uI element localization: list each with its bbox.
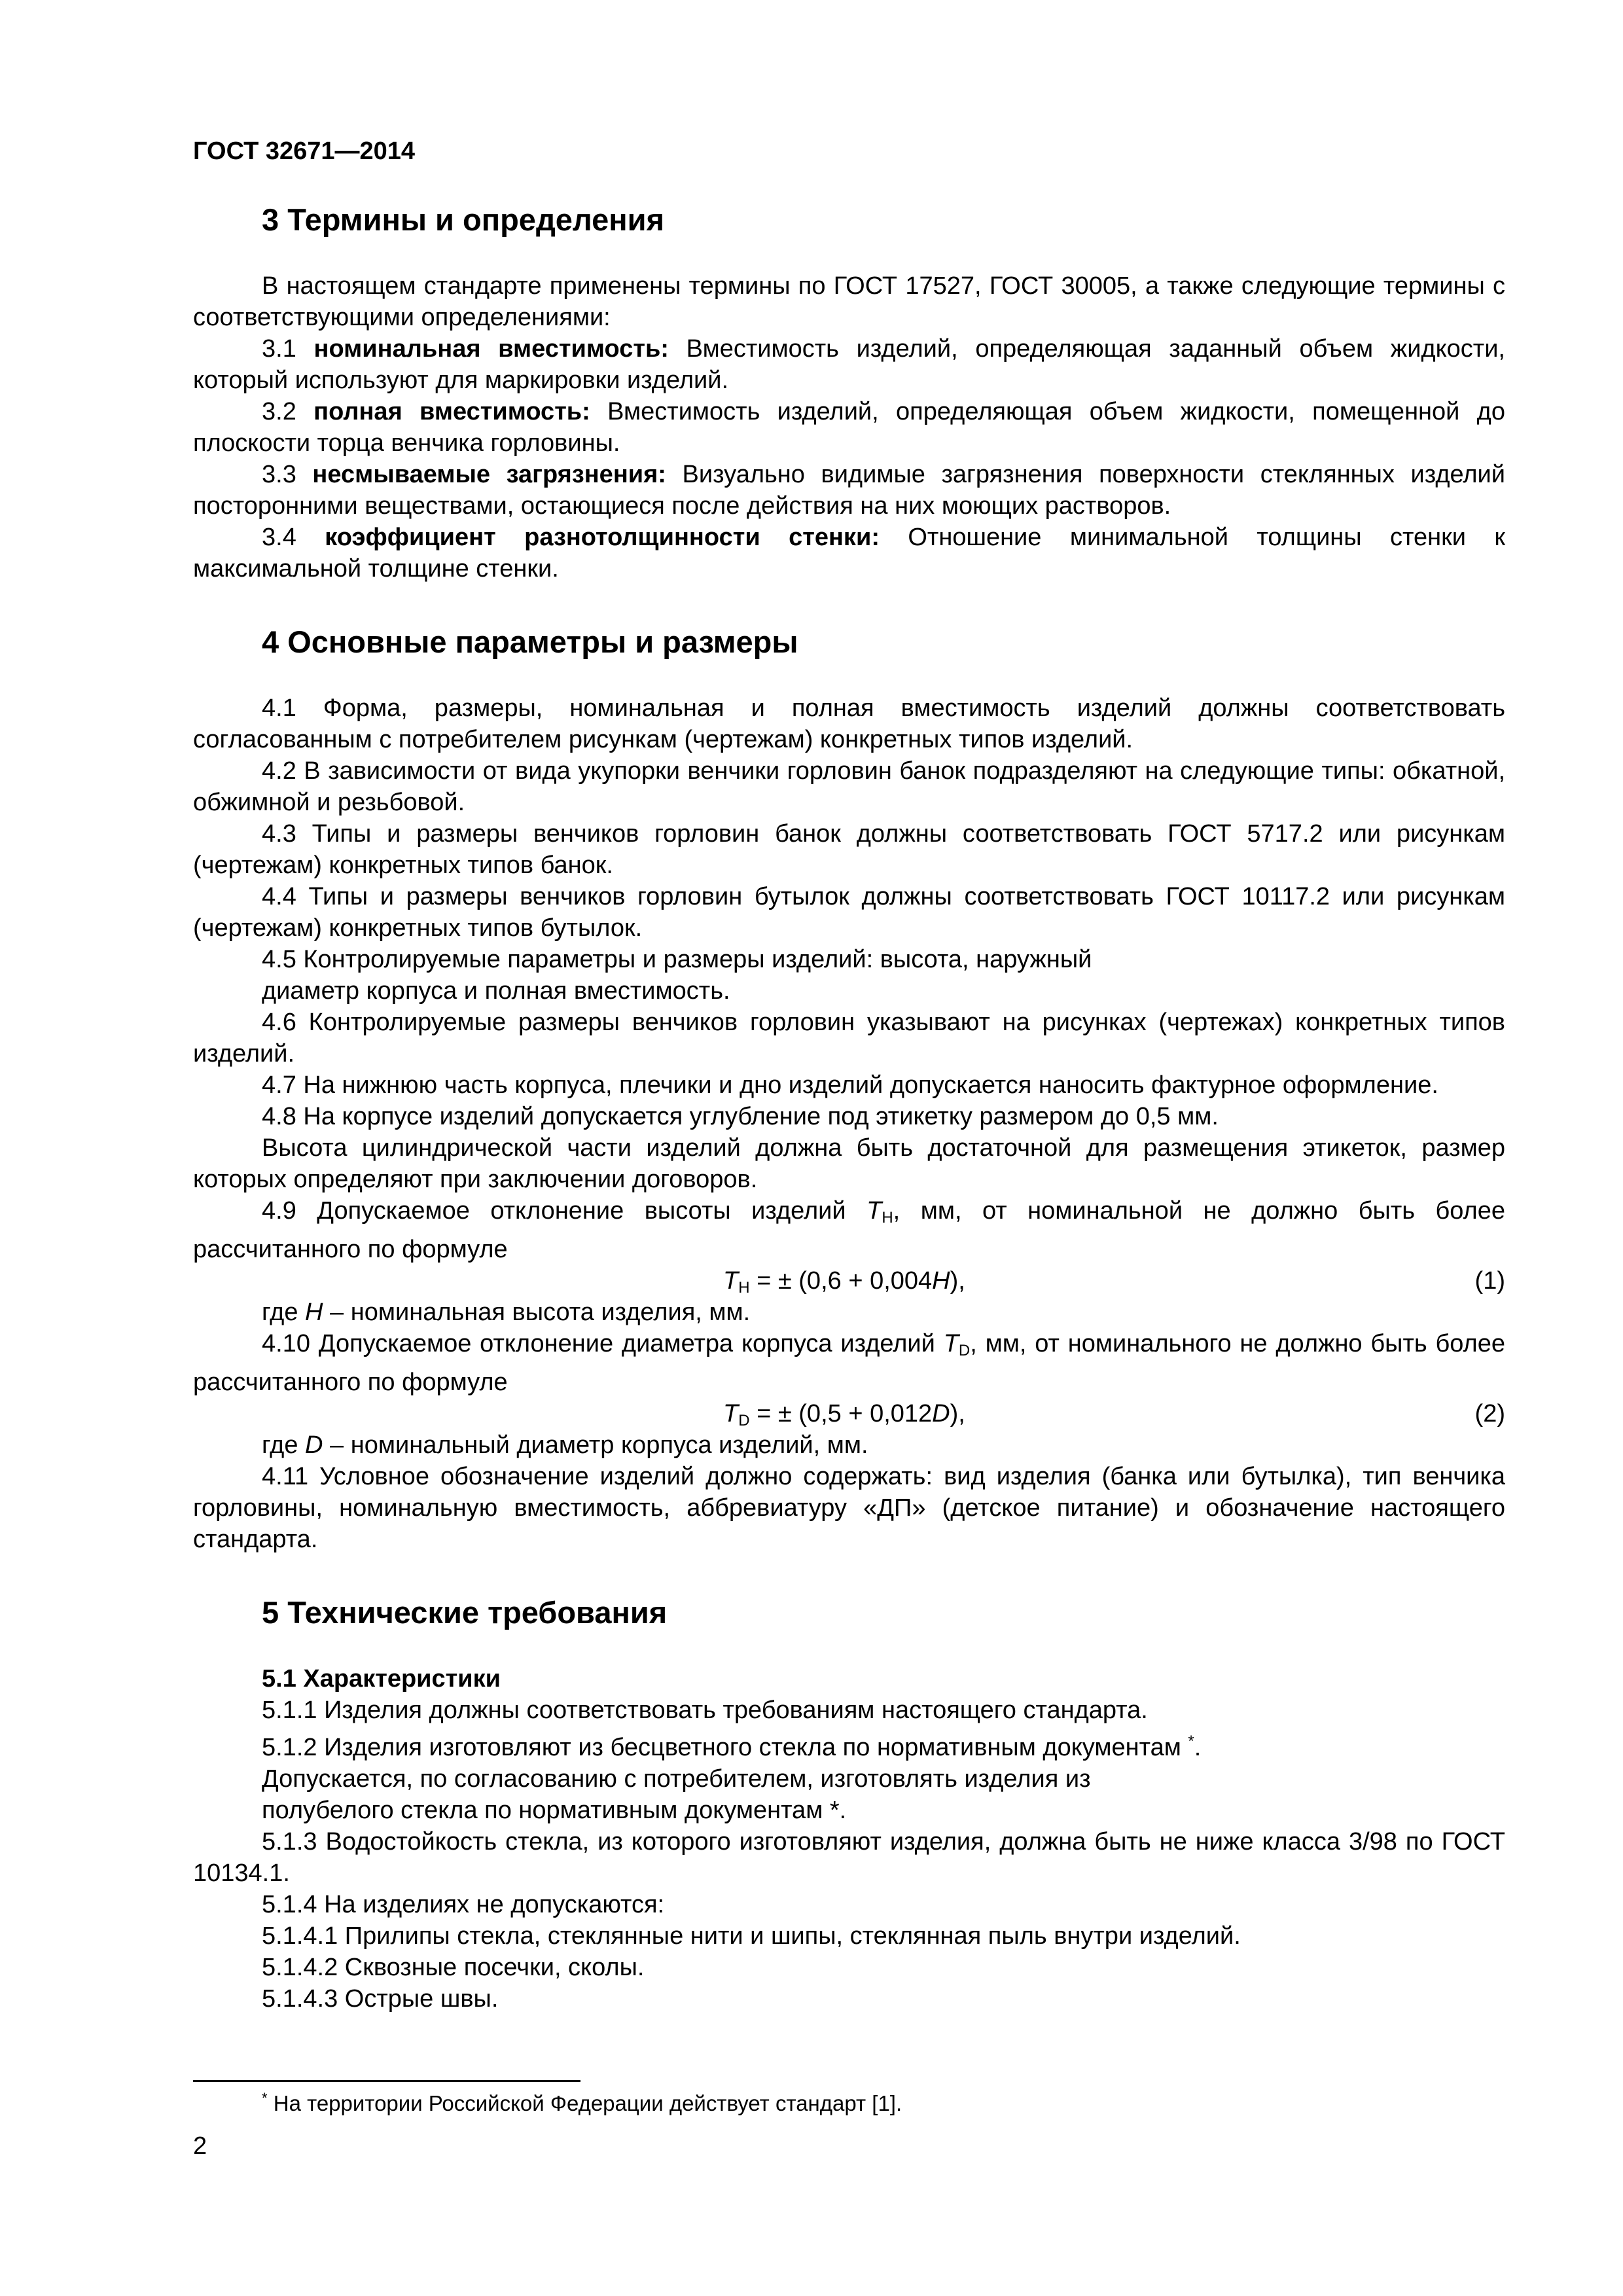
formula-1-expression: $T_H$ = ± (0,6 + 0,004H), (723, 1267, 965, 1297)
paragraph-4-10: 4.10 Допускаемое отклонение диаметра корпуса изделий $T_D$, мм, от номинального не должно быть более рассчитанного по формуле (193, 1330, 1505, 1396)
document-code: ГОСТ 32671—2014 (193, 137, 416, 165)
paragraph-4-5: 4.5 Контролируемые параметры и размеры изделий: высота, наружный (262, 946, 1092, 973)
page-number: 2 (193, 2132, 207, 2160)
section-3-title: 3 Термины и определения (262, 202, 664, 237)
formula-2-where: где D – номинальный диаметр корпуса изделий, мм. (262, 1431, 868, 1459)
paragraph-4-1: 4.1 Форма, размеры, номинальная и полная вместимость изделий должны соответствовать согласованным с потребителем рисункам (чертежам) конкретных типов изделий. (193, 694, 1505, 753)
term-3-2: 3.2 полная вместимость: Вместимость изделий, определяющая объем жидкости, помещенной до плоскости торца венчика горловины. (193, 398, 1505, 457)
term-3-3: 3.3 несмываемые загрязнения: Визуально видимые загрязнения поверхности стеклянных изделий посторонними веществами, остающиеся после действия на них моющих растворов. (193, 461, 1506, 520)
paragraph-5-1-2-cont2: полубелого стекла по нормативным документам *. (262, 1797, 847, 1824)
paragraph-5-1-4-1: 5.1.4.1 Прилипы стекла, стеклянные нити и шипы, стеклянная пыль внутри изделий. (262, 1922, 1241, 1950)
paragraph-4-11: 4.11 Условное обозначение изделий должно содержать: вид изделия (банка или бутылка), тип венчика горловины, номинальную вместимость, аббревиатуру «ДП» (детское питание) и обозначение настоящего стандарта. (193, 1463, 1505, 1553)
formula-1-number: (1) (1474, 1267, 1505, 1295)
formula-2-number: (2) (1474, 1400, 1505, 1427)
formula-1 (193, 1265, 1505, 1297)
paragraph-4-5-cont: диаметр корпуса и полная вместимость. (262, 977, 730, 1005)
footnote: * На территории Российской Федерации действует стандарт [1]. (262, 2090, 902, 2115)
section-3-intro: В настоящем стандарте применены термины по ГОСТ 17527, ГОСТ 30005, а также следующие термины с соответствующими определениями: (193, 272, 1505, 331)
document-page (193, 137, 1505, 2015)
paragraph-5-1-2-cont: Допускается, по согласованию с потребителем, изготовлять изделия из (262, 1765, 1091, 1793)
paragraph-4-9: 4.9 Допускаемое отклонение высоты изделий $T_H$, мм, от номинальной не должно быть более рассчитанного по формуле (193, 1197, 1505, 1263)
term-3-4: 3.4 коэффициент разнотолщинности стенки: Отношение минимальной толщины стенки к максимальной толщине стенки. (193, 524, 1505, 583)
formula-1-where: где H – номинальная высота изделия, мм. (262, 1299, 751, 1326)
formula-2 (193, 1398, 1505, 1429)
paragraph-5-1-4-2: 5.1.4.2 Сквозные посечки, сколы. (262, 1954, 645, 1981)
term-3-1: 3.1 номинальная вместимость: Вместимость изделий, определяющая заданный объем жидкости, который используют для маркировки изделий. (193, 335, 1505, 394)
paragraph-4-7: 4.7 На нижнюю часть корпуса, плечики и дно изделий допускается наносить фактурное оформление. (262, 1071, 1438, 1099)
footnote-mark: * (1188, 1732, 1194, 1750)
section-4-title: 4 Основные параметры и размеры (262, 624, 798, 659)
paragraph-4-4: 4.4 Типы и размеры венчиков горловин бутылок должны соответствовать ГОСТ 10117.2 или рисункам (чертежам) конкретных типов бутылок. (193, 883, 1505, 942)
formula-2-expression: $T_D$ = ± (0,5 + 0,012D), (723, 1400, 965, 1429)
paragraph-5-1-4: 5.1.4 На изделиях не допускаются: (262, 1891, 665, 1918)
subsection-5-1-title: 5.1 Характеристики (262, 1665, 501, 1693)
paragraph-5-1-4-3: 5.1.4.3 Острые швы. (262, 1985, 499, 2013)
paragraph-4-2: 4.2 В зависимости от вида укупорки венчики горловин банок подразделяют на следующие типы: обкатной, обжимной и резьбовой. (193, 757, 1505, 816)
paragraph-5-1-3: 5.1.3 Водостойкость стекла, из которого изготовляют изделия, должна быть не ниже класса 3/98 по ГОСТ 10134.1. (193, 1828, 1505, 1887)
section-5-title: 5 Технические требования (262, 1595, 668, 1630)
paragraph-5-1-2: 5.1.2 Изделия изготовляют из бесцветного стекла по нормативным документам *. (262, 1732, 1202, 1761)
paragraph-5-1-1: 5.1.1 Изделия должны соответствовать требованиям настоящего стандарта. (262, 1696, 1148, 1724)
paragraph-4-6: 4.6 Контролируемые размеры венчиков горловин указывают на рисунках (чертежах) конкретных типов изделий. (193, 1009, 1505, 1067)
paragraph-4-8-cont: Высота цилиндрической части изделий должна быть достаточной для размещения этикеток, размер которых определяют при заключении договоров. (193, 1134, 1505, 1193)
footnote-divider (193, 2080, 580, 2082)
paragraph-4-3: 4.3 Типы и размеры венчиков горловин банок должны соответствовать ГОСТ 5717.2 или рисункам (чертежам) конкретных типов банок. (193, 820, 1505, 879)
paragraph-4-8: 4.8 На корпусе изделий допускается углубление под этикетку размером до 0,5 мм. (262, 1103, 1219, 1130)
